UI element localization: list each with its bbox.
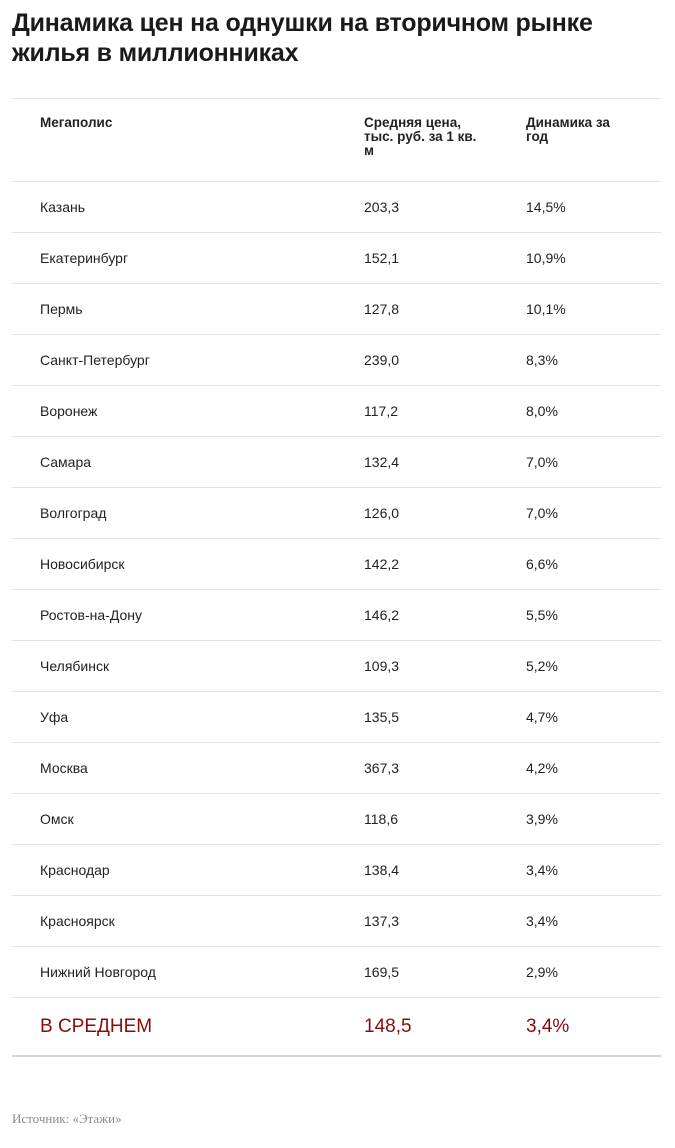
- change-cell: 8,0%: [526, 403, 558, 419]
- change-cell: 7,0%: [526, 454, 558, 470]
- table-row: [12, 794, 661, 845]
- source-note: Источник: «Этажи»: [12, 1111, 122, 1126]
- change-cell: 7,0%: [526, 505, 558, 521]
- average-label: В СРЕДНЕМ: [40, 1016, 153, 1037]
- price-cell: 367,3: [364, 760, 400, 776]
- header-change: Динамика за год: [526, 115, 610, 144]
- city-cell: Омск: [40, 811, 74, 827]
- table-row: [12, 539, 661, 590]
- table-row: [12, 896, 661, 947]
- table-row: [12, 284, 661, 335]
- city-cell: Санкт-Петербург: [40, 352, 150, 368]
- city-cell: Нижний Новгород: [40, 964, 156, 980]
- change-cell: 3,4%: [526, 862, 558, 878]
- price-cell: 169,5: [364, 964, 400, 980]
- city-cell: Екатеринбург: [40, 250, 129, 266]
- price-cell: 146,2: [364, 607, 400, 623]
- table-row: [12, 182, 661, 233]
- change-cell: 10,1%: [526, 301, 566, 317]
- price-cell: 126,0: [364, 505, 400, 521]
- table-row: [12, 947, 661, 998]
- table-row: [12, 233, 661, 284]
- price-table: [12, 98, 661, 1057]
- price-cell: 152,1: [364, 250, 400, 266]
- city-cell: Волгоград: [40, 505, 107, 521]
- change-cell: 4,2%: [526, 760, 558, 776]
- city-cell: Уфа: [40, 709, 69, 725]
- average-row: [12, 998, 661, 1057]
- change-cell: 3,4%: [526, 913, 558, 929]
- average-price: 148,5: [364, 1016, 412, 1037]
- price-cell: 138,4: [364, 862, 400, 878]
- table-row: [12, 743, 661, 794]
- city-cell: Челябинск: [40, 658, 110, 674]
- table-row: [12, 335, 661, 386]
- price-cell: 118,6: [364, 811, 398, 827]
- table-row: [12, 641, 661, 692]
- table-row: [12, 488, 661, 539]
- price-cell: 117,2: [364, 403, 398, 419]
- change-cell: 8,3%: [526, 352, 558, 368]
- city-cell: Пермь: [40, 301, 83, 317]
- page-title: Динамика цен на однушки на вторичном рынке жилья в миллионниках: [12, 9, 593, 67]
- change-cell: 10,9%: [526, 250, 566, 266]
- header-city: Мегаполис: [40, 115, 113, 130]
- city-cell: Воронеж: [40, 403, 98, 419]
- city-cell: Москва: [40, 760, 88, 776]
- table-row: [12, 590, 661, 641]
- change-cell: 6,6%: [526, 556, 558, 572]
- price-cell: 109,3: [364, 658, 400, 674]
- price-cell: 142,2: [364, 556, 400, 572]
- change-cell: 14,5%: [526, 199, 566, 215]
- header-price: Средняя цена, тыс. руб. за 1 кв. м: [364, 115, 477, 158]
- city-cell: Ростов-на-Дону: [40, 607, 142, 623]
- change-cell: 2,9%: [526, 964, 558, 980]
- change-cell: 5,2%: [526, 658, 558, 674]
- city-cell: Самара: [40, 454, 92, 470]
- city-cell: Краснодар: [40, 862, 110, 878]
- change-cell: 4,7%: [526, 709, 558, 725]
- table-row: [12, 845, 661, 896]
- price-cell: 137,3: [364, 913, 400, 929]
- table-row: [12, 437, 661, 488]
- price-cell: 135,5: [364, 709, 400, 725]
- average-change: 3,4%: [526, 1016, 570, 1037]
- city-cell: Казань: [40, 199, 86, 215]
- price-cell: 239,0: [364, 352, 400, 368]
- city-cell: Красноярск: [40, 913, 115, 929]
- table-row: [12, 692, 661, 743]
- table-row: [12, 386, 661, 437]
- price-cell: 132,4: [364, 454, 400, 470]
- city-cell: Новосибирск: [40, 556, 125, 572]
- table-header-row: [12, 99, 661, 182]
- price-cell: 127,8: [364, 301, 400, 317]
- price-cell: 203,3: [364, 199, 400, 215]
- change-cell: 5,5%: [526, 607, 558, 623]
- change-cell: 3,9%: [526, 811, 558, 827]
